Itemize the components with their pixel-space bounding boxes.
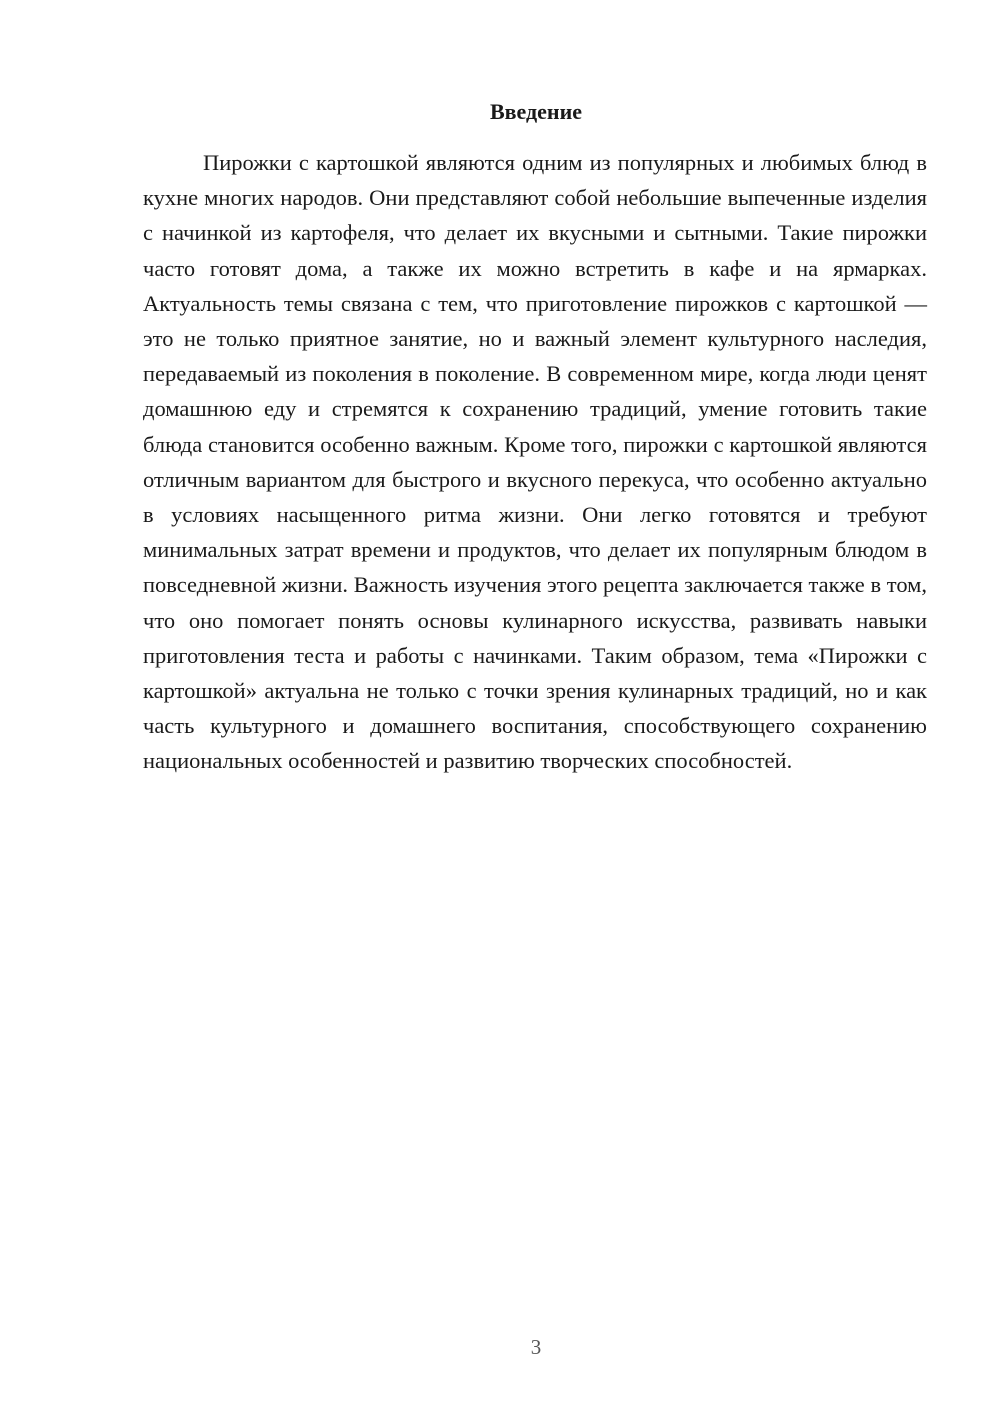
section-heading: Введение [489, 99, 583, 124]
page-number: 3 [530, 1335, 542, 1359]
body-paragraph: Пирожки с картошкой являются одним из популярных и любимых блюд в кухне многих народов. Они представляют собой небольшие выпеченные изделия с начинкой из картофеля, что делает их вкусными и сытными. Такие пирожки часто готовят дома, а также их можно встретить в кафе и на ярмарках. Актуальность темы связана с тем, что приготовление пирожков с картошкой — это не только приятное занятие, но и важный элемент культурного наследия, передаваемый из поколения в поколение. В современном мире, когда люди ценят домашнюю еду и стремятся к сохранению традиций, умение готовить такие блюда становится особенно важным. Кроме того, пирожки с картошкой являются отличным вариантом для быстрого и вкусного перекуса, что особенно актуально в условиях насыщенного ритма жизни. Они легко готовятся и требуют минимальных затрат времени и продуктов, что делает их популярным блюдом в повседневной жизни. Важность изучения этого рецепта заключается также в том, что оно помогает понять основы кулинарного искусства, развивать навыки приготовления теста и работы с начинками. Таким образом, тема «Пирожки с картошкой» актуальна не только с точки зрения кулинарных традиций, но и как часть культурного и домашнего воспитания, способствующего сохранению национальных особенностей и развитию творческих способностей. [143, 150, 927, 774]
